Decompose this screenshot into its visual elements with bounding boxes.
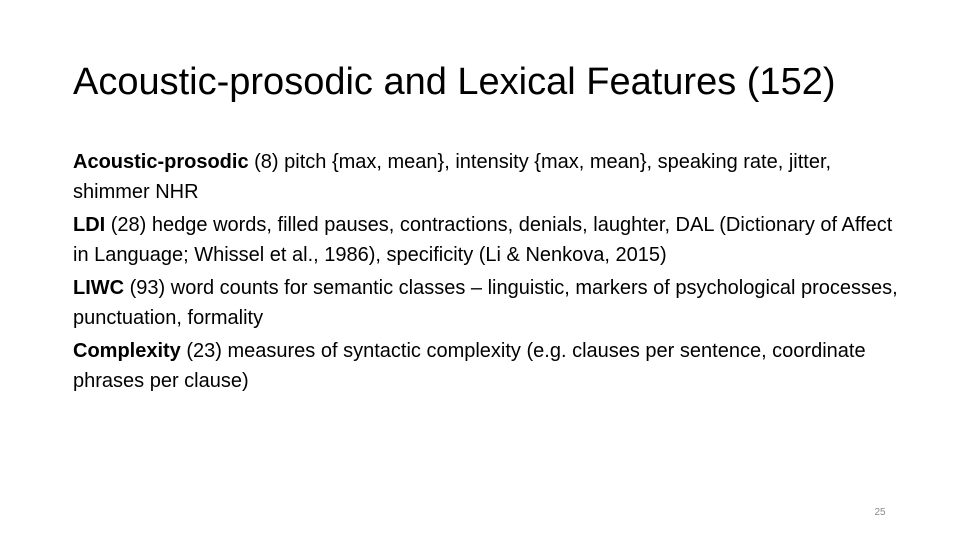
feature-description: (8) pitch {max, mean}, intensity {max, mean}, speaking rate, jitter, shimmer NHR: [73, 151, 832, 203]
feature-term: Complexity: [73, 340, 181, 362]
feature-description: (93) word counts for semantic classes – linguistic, markers of psychological processes, punctuation, formality: [73, 277, 898, 329]
feature-description: (23) measures of syntactic complexity (e.g. clauses per sentence, coordinate phrases per clause): [73, 340, 866, 392]
feature-item-acoustic-prosodic: [73, 148, 913, 207]
feature-item-ldi: [73, 211, 913, 270]
feature-list: [73, 148, 913, 400]
feature-item-liwc: [73, 274, 913, 333]
feature-term: LIWC: [73, 277, 125, 299]
page-number: 25: [874, 507, 886, 518]
feature-term: LDI: [73, 214, 106, 236]
feature-term: Acoustic-prosodic: [73, 151, 249, 173]
feature-description: (28) hedge words, filled pauses, contractions, denials, laughter, DAL (Dictionary of Affect in Language; Whissel et al., 1986), specificity (Li & Nenkova, 2015): [73, 214, 893, 266]
feature-item-complexity: [73, 337, 913, 396]
slide-title: Acoustic-prosodic and Lexical Features (152): [73, 61, 836, 103]
